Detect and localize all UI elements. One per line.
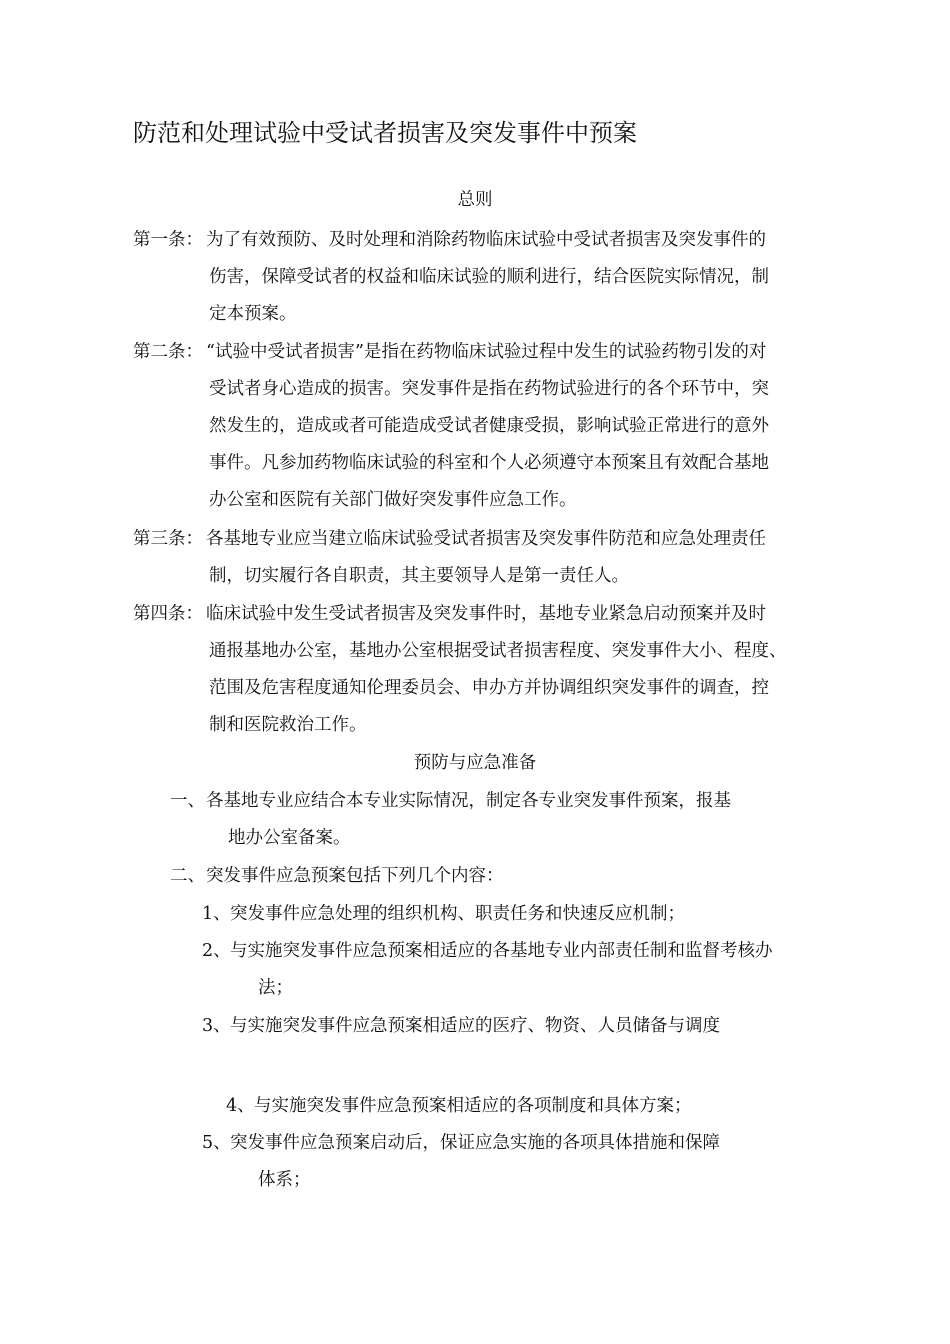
article-line: 范围及危害程度通知伦理委员会、申办方并协调组织突发事件的调查，控	[209, 678, 769, 698]
article-line: 为了有效预防、及时处理和消除药物临床试验中受试者损害及突发事件的	[206, 230, 766, 250]
item-label: 二、	[170, 866, 205, 886]
subitem-label: 3、	[202, 1016, 231, 1036]
subitem-line: 体系；	[258, 1170, 311, 1190]
article-line: 通报基地办公室，基地办公室根据受试者损害程度、突发事件大小、程度、	[209, 641, 787, 661]
section-heading-general: 总则	[457, 190, 493, 210]
subitem-line: 与实施突发事件应急预案相适应的各基地专业内部责任制和监督考核办	[230, 941, 773, 961]
article-line: 事件。凡参加药物临床试验的科室和个人必须遵守本预案且有效配合基地	[209, 453, 769, 473]
subitem-line: 与实施突发事件应急预案相适应的医疗、物资、人员储备与调度	[230, 1016, 720, 1036]
article-label: 第四条：	[133, 604, 203, 624]
item-label: 一、	[170, 791, 205, 811]
item-line: 各基地专业应结合本专业实际情况，制定各专业突发事件预案，报基	[206, 791, 731, 811]
item-line: 突发事件应急预案包括下列几个内容：	[206, 866, 504, 886]
document-title: 防范和处理试验中受试者损害及突发事件中预案	[133, 119, 637, 147]
subitem-label: 5、	[202, 1133, 231, 1153]
article-line: 定本预案。	[209, 304, 297, 324]
item-line: 地办公室备案。	[228, 828, 351, 848]
article-line: 然发生的，造成或者可能造成受试者健康受损，影响试验正常进行的意外	[209, 416, 769, 436]
subitem-label: 1、	[202, 904, 231, 924]
article-line: 办公室和医院有关部门做好突发事件应急工作。	[209, 490, 577, 510]
subitem-line: 突发事件应急预案启动后，保证应急实施的各项具体措施和保障	[230, 1133, 720, 1153]
article-line: 临床试验中发生受试者损害及突发事件时，基地专业紧急启动预案并及时	[206, 604, 766, 624]
article-label: 第一条：	[133, 230, 203, 250]
subitem-label: 4、	[226, 1096, 255, 1116]
subitem-line: 法；	[258, 978, 293, 998]
article-label: 第二条：	[133, 342, 203, 362]
subitem-line: 突发事件应急处理的组织机构、职责任务和快速反应机制；	[230, 904, 685, 924]
article-line: 受试者身心造成的损害。突发事件是指在药物试验进行的各个环节中，突	[209, 379, 769, 399]
section-heading-preparedness: 预防与应急准备	[413, 753, 537, 773]
article-line: 制和医院救治工作。	[209, 715, 367, 735]
article-line: 各基地专业应当建立临床试验受试者损害及突发事件防范和应急处理责任	[206, 529, 766, 549]
article-label: 第三条：	[133, 529, 203, 549]
article-line: 制，切实履行各自职责，其主要领导人是第一责任人。	[209, 566, 629, 586]
subitem-line: 与实施突发事件应急预案相适应的各项制度和具体方案；	[254, 1096, 692, 1116]
article-line: “试验中受试者损害”是指在药物临床试验过程中发生的试验药物引发的对	[206, 342, 767, 362]
subitem-label: 2、	[202, 941, 231, 961]
article-line: 伤害，保障受试者的权益和临床试验的顺利进行，结合医院实际情况，制	[209, 267, 769, 287]
